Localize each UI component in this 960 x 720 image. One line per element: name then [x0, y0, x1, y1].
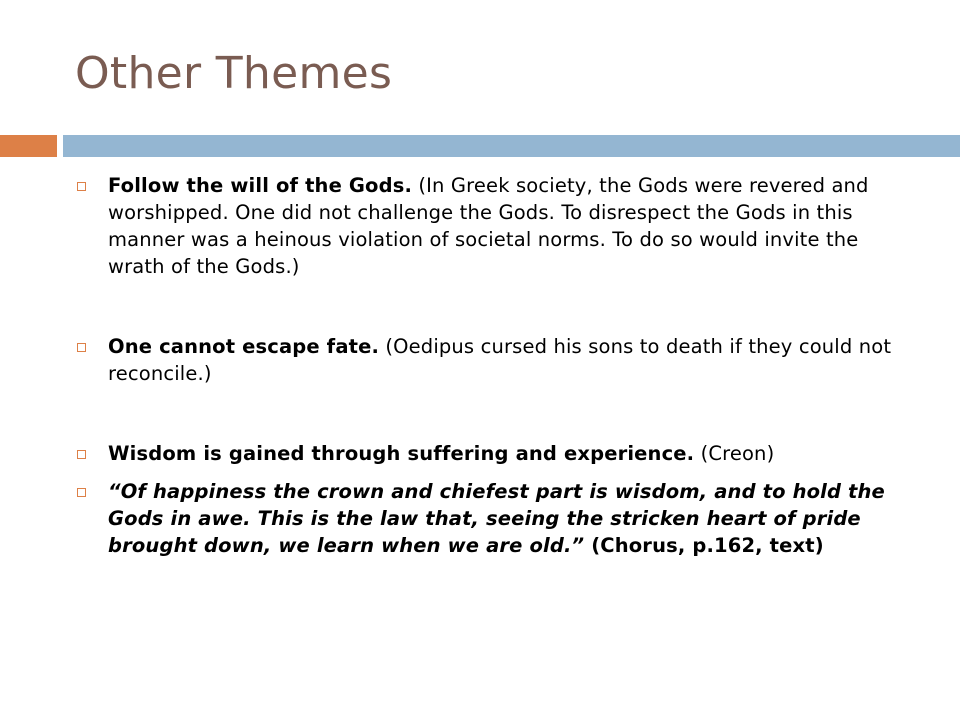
hollow-square-bullet-icon [77, 182, 86, 191]
list-item [75, 440, 895, 467]
slide-title: Other Themes [75, 48, 393, 99]
quote-citation: (Chorus, p.162, text) [584, 534, 824, 557]
quote-text: “Of happiness the crown and chiefest part is wisdom, and to hold the Gods in awe. This is the law that, seeing the stricken heart of pride brought down, we learn when we are old.” [108, 480, 885, 557]
item-lead: Follow the will of the Gods. [108, 174, 413, 197]
list-item [75, 478, 895, 559]
hollow-square-bullet-icon [77, 450, 86, 459]
bullet-list [75, 172, 895, 559]
hollow-square-bullet-icon [77, 343, 86, 352]
item-text: (Oedipus cursed his sons to death if they could not reconcile.) [108, 335, 892, 385]
item-lead: One cannot escape fate. [108, 335, 380, 358]
accent-bar-orange [0, 135, 57, 157]
item-text: (Creon) [694, 442, 775, 465]
item-text: (In Greek society, the Gods were revered and worshipped. One did not challenge the Gods. To disrespect the Gods in this manner was a heinous violation of societal norms. To do so would invite the wrath of the Gods.) [108, 174, 869, 278]
list-item [75, 172, 895, 280]
item-lead: Wisdom is gained through suffering and experience. [108, 442, 695, 465]
list-item [75, 333, 895, 387]
hollow-square-bullet-icon [77, 488, 86, 497]
accent-bar-blue [63, 135, 960, 157]
